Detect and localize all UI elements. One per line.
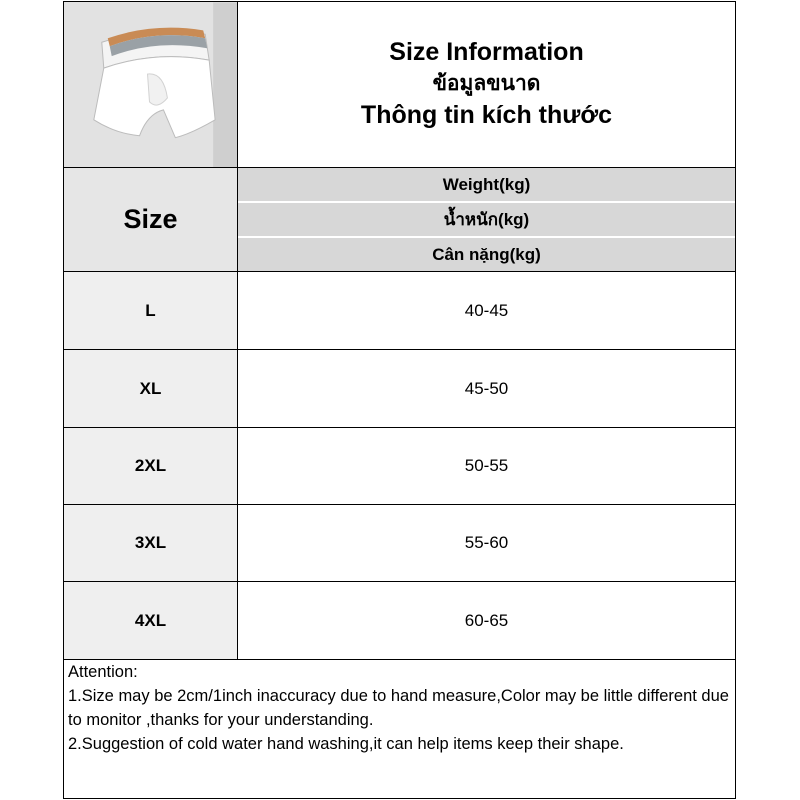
title-thai: ข้อมูลขนาด (432, 72, 541, 95)
size-cell-xl: XL (64, 350, 238, 428)
title-english: Size Information (389, 38, 584, 66)
weight-header-thai: น้ำหนัก(kg) (238, 203, 735, 238)
size-cell-l: L (64, 272, 238, 350)
weight-cell-xl: 45-50 (238, 350, 735, 428)
title-vietnamese: Thông tin kích thước (360, 101, 613, 129)
weight-header-vietnamese: Cân nặng(kg) (238, 238, 735, 272)
attention-notes (68, 660, 732, 756)
weight-cell-2xl: 50-55 (238, 428, 735, 505)
size-cell-4xl: 4XL (64, 582, 238, 660)
size-column-header: Size (64, 168, 238, 272)
size-chart (63, 1, 736, 799)
title-block (238, 2, 735, 168)
size-cell-2xl: 2XL (64, 428, 238, 505)
weight-header-english: Weight(kg) (238, 168, 735, 203)
weight-cell-l: 40-45 (238, 272, 735, 350)
note-line-1: 1.Size may be 2cm/1inch inaccuracy due to hand measure,Color may be little different due to monitor ,thanks for your understanding. (68, 687, 729, 729)
weight-cell-4xl: 60-65 (238, 582, 735, 660)
boxer-briefs-icon (64, 2, 237, 168)
note-line-2: 2.Suggestion of cold water hand washing,it can help items keep their shape. (68, 735, 624, 753)
notes-heading: Attention: (68, 663, 138, 681)
weight-cell-3xl: 55-60 (238, 505, 735, 582)
size-cell-3xl: 3XL (64, 505, 238, 582)
product-photo (64, 2, 238, 168)
